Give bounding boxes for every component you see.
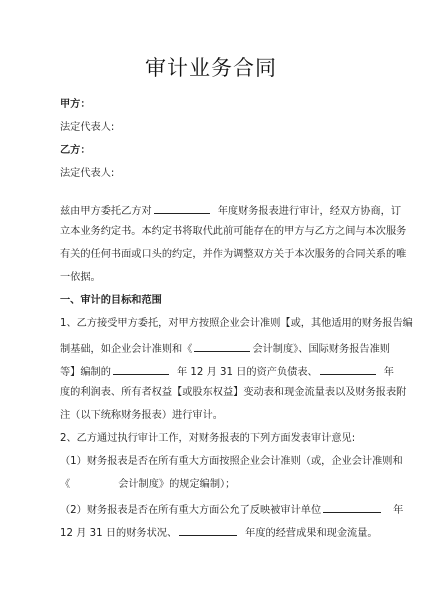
item-text: 年 [393, 505, 404, 516]
item-text: 会计制度》的规定编制）； [118, 479, 236, 490]
item-1-line-2 [60, 340, 390, 357]
item-2-sub-1-line-1: （1）财务报表是否在所有重大方面按照企业会计准则（或，企业会计准则和 [60, 456, 403, 467]
item-text: 等】编制的 [60, 367, 111, 378]
preamble-line-2: 立本业务约定书。本约定书将取代此前可能存在的甲方与乙方之间与本次服务 [60, 226, 407, 237]
document-title: 审计业务合同 [145, 56, 277, 80]
blank-year-field[interactable] [179, 524, 237, 536]
item-text: 年度的经营成果和现金流量。 [245, 528, 378, 539]
blank-entity-field[interactable] [323, 501, 381, 513]
party-a-label: 甲方： [60, 99, 91, 110]
preamble-line-3: 有关的任何书面或口头的约定，并作为调整双方关于本次服务的合同关系的唯 [60, 249, 407, 260]
party-b-label: 乙方： [60, 145, 91, 156]
section-heading-audit-scope: 一、审计的目标和范围 [60, 295, 162, 306]
blank-year-field[interactable] [113, 363, 169, 375]
item-text: 年 [383, 367, 394, 378]
item-text: 会计制度》、国际财务报告准则 [252, 344, 390, 355]
item-text: 年 12 月 31 日的资产负债表、 [176, 367, 318, 378]
party-a-representative: 法定代表人: [60, 122, 115, 133]
preamble-line-4: 一依据。 [60, 272, 101, 283]
item-text: 12 月 31 日的财务状况、 [60, 528, 178, 539]
item-text: （2）财务报表是否在所有重大方面公允了反映被审计单位 [60, 505, 322, 516]
party-b-representative: 法定代表人: [60, 168, 115, 179]
item-1-line-1: 1、乙方接受甲方委托，对甲方按照企业会计准则【或，其他适用的财务报告编 [60, 318, 413, 329]
item-text: 《 [60, 479, 71, 490]
preamble-text: 兹由甲方委托乙方对 [60, 206, 152, 217]
item-2-line-1: 2、乙方通过执行审计工作，对财务报表的下列方面发表审计意见: [60, 433, 356, 444]
item-2-sub-2-line-2 [60, 524, 378, 541]
item-text: 制基础，如企业会计准则和《 [60, 344, 193, 355]
blank-year-field[interactable] [320, 363, 376, 375]
preamble-text: 年度财务报表进行审计，经双方协商，订 [217, 206, 402, 217]
item-1-line-3 [60, 363, 394, 380]
blank-year-field[interactable] [154, 202, 210, 214]
item-2-sub-2-line-1 [60, 501, 403, 518]
item-1-line-4: 度的利润表、所有者权益【或股东权益】变动表和现金流量表以及财务报表附 [60, 387, 407, 398]
preamble-line-1 [60, 202, 401, 219]
item-1-line-5: 注（以下统称财务报表）进行审计。 [60, 410, 223, 421]
blank-industry-field[interactable] [194, 340, 250, 352]
item-2-sub-1-line-2 [60, 478, 235, 492]
